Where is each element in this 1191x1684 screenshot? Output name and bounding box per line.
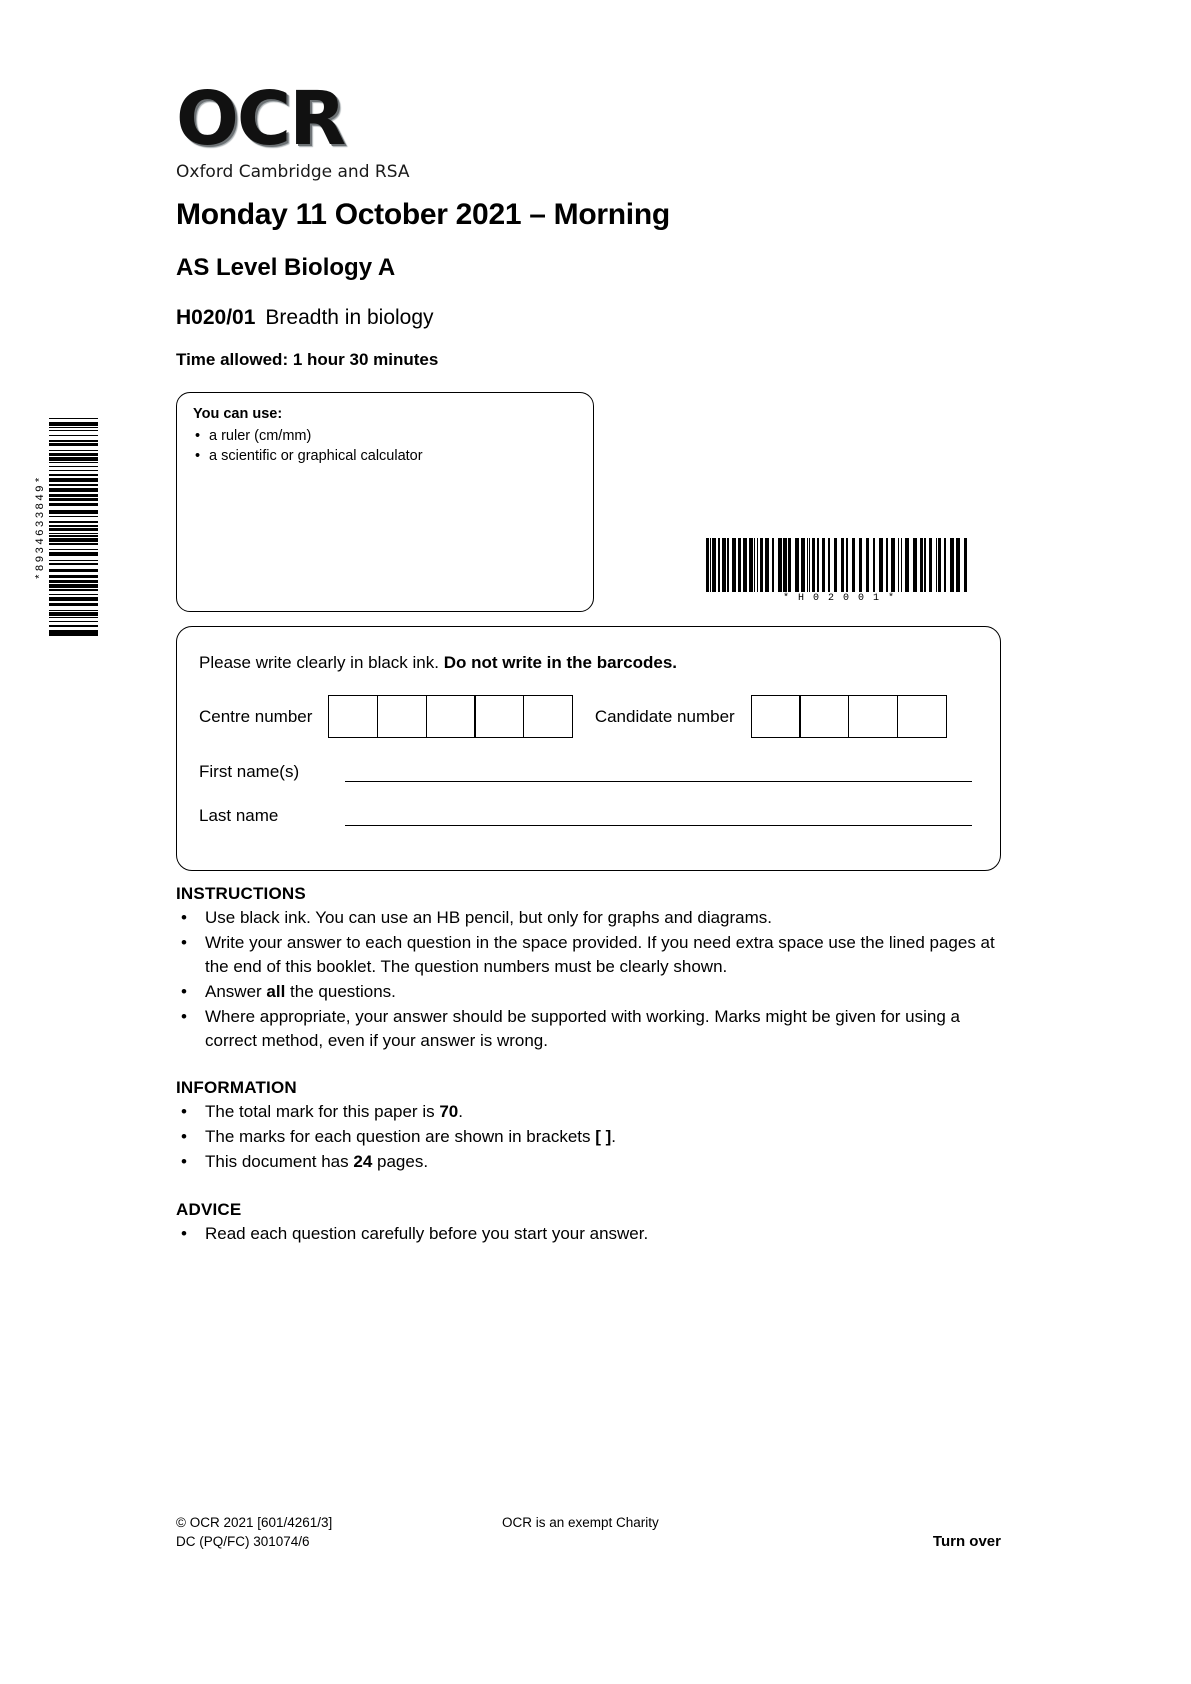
footer-doc-ref: DC (PQ/FC) 301074/6 bbox=[176, 1534, 310, 1549]
instructions-section bbox=[176, 884, 1016, 1054]
first-name-input[interactable] bbox=[345, 762, 972, 782]
list-item-text: The total mark for this paper is bbox=[205, 1102, 440, 1121]
paper-code: H020/01 bbox=[176, 306, 256, 329]
vertical-barcode-bars bbox=[49, 418, 98, 636]
footer-copyright-block bbox=[176, 1513, 476, 1551]
centre-number-label: Centre number bbox=[199, 706, 313, 726]
character-cell[interactable] bbox=[751, 695, 801, 738]
first-name-row bbox=[199, 762, 978, 782]
list-item-emphasis: 24 bbox=[353, 1152, 373, 1171]
list-item-emphasis: all bbox=[266, 982, 286, 1001]
list-item bbox=[176, 1150, 1016, 1174]
list-item bbox=[176, 1222, 1016, 1246]
character-cell[interactable] bbox=[799, 695, 849, 738]
horizontal-barcode-bars bbox=[706, 538, 972, 592]
candidate-number-input[interactable] bbox=[751, 695, 947, 738]
paper-code-row bbox=[176, 306, 434, 330]
instructions-list bbox=[176, 906, 1016, 1053]
list-item bbox=[176, 1005, 1016, 1053]
candidate-notice-bold: Do not write in the barcodes. bbox=[443, 653, 678, 672]
information-heading: INFORMATION bbox=[176, 1078, 297, 1097]
list-item-text: Use black ink. You can use an HB pencil, but only for graphs and diagrams. bbox=[205, 908, 773, 927]
advice-section bbox=[176, 1200, 1016, 1247]
candidate-notice bbox=[199, 653, 978, 673]
materials-list-item: • a ruler (cm/mm) bbox=[193, 426, 577, 446]
materials-box bbox=[176, 392, 594, 612]
information-list bbox=[176, 1100, 1016, 1174]
vertical-barcode-text: *8934633849* bbox=[35, 474, 47, 580]
candidate-notice-plain: Please write clearly in black ink. bbox=[199, 653, 444, 672]
list-item bbox=[176, 980, 1016, 1004]
list-item-text-tail: the questions. bbox=[285, 982, 396, 1001]
footer-copyright: © OCR 2021 [601/4261/3] bbox=[176, 1515, 333, 1530]
materials-heading: You can use: bbox=[193, 406, 283, 422]
exam-date: Monday 11 October 2021 – Morning bbox=[176, 198, 670, 231]
horizontal-barcode-text: *H02001* bbox=[782, 593, 903, 604]
candidate-number-label: Candidate number bbox=[594, 706, 735, 726]
materials-list bbox=[193, 426, 577, 466]
list-item bbox=[176, 931, 1016, 979]
ocr-strapline: Oxford Cambridge and RSA bbox=[176, 162, 410, 182]
paper-title: Breadth in biology bbox=[265, 306, 434, 329]
time-allowed: Time allowed: 1 hour 30 minutes bbox=[176, 350, 439, 369]
footer-charity-note: OCR is an exempt Charity bbox=[502, 1515, 659, 1530]
qualification-title: AS Level Biology A bbox=[176, 254, 396, 281]
turn-over-label: Turn over bbox=[932, 1533, 1001, 1550]
advice-heading: ADVICE bbox=[176, 1200, 242, 1219]
vertical-barcode bbox=[34, 418, 98, 636]
last-name-row bbox=[199, 806, 978, 826]
character-cell[interactable] bbox=[897, 695, 947, 738]
list-item-text: Where appropriate, your answer should be supported with working. Marks might be given for using a correct method, even if your answer is wrong. bbox=[205, 1007, 960, 1050]
character-cell[interactable] bbox=[474, 695, 524, 738]
information-section bbox=[176, 1078, 1016, 1175]
centre-number-input[interactable] bbox=[328, 695, 572, 738]
list-item-text-tail: . bbox=[458, 1102, 463, 1121]
list-item-text: Read each question carefully before you start your answer. bbox=[205, 1224, 649, 1243]
list-item-text: This document has bbox=[205, 1152, 354, 1171]
list-item bbox=[176, 906, 1016, 930]
last-name-input[interactable] bbox=[345, 806, 972, 826]
advice-list bbox=[176, 1222, 1016, 1246]
list-item-emphasis: 70 bbox=[439, 1102, 459, 1121]
list-item-emphasis: [ ] bbox=[595, 1127, 612, 1146]
character-cell[interactable] bbox=[848, 695, 898, 738]
character-cell[interactable] bbox=[377, 695, 427, 738]
first-name-label: First name(s) bbox=[199, 762, 300, 781]
character-cell[interactable] bbox=[426, 695, 476, 738]
ocr-logo bbox=[176, 76, 596, 182]
list-item-text: Write your answer to each question in the space provided. If you need extra space use the lined pages at the end of this booklet. The question numbers must be clearly shown. bbox=[205, 933, 995, 976]
page-footer bbox=[176, 1513, 1001, 1551]
character-cell[interactable] bbox=[523, 695, 573, 738]
list-item-text: Answer bbox=[205, 982, 267, 1001]
materials-list-item: • a scientific or graphical calculator bbox=[193, 446, 577, 466]
list-item-text-tail: . bbox=[611, 1127, 617, 1146]
list-item bbox=[176, 1125, 1016, 1149]
candidate-details-box bbox=[176, 626, 1001, 871]
list-item-text-tail: pages. bbox=[372, 1152, 429, 1171]
last-name-label: Last name bbox=[199, 806, 279, 825]
list-item bbox=[176, 1100, 1016, 1124]
number-entry-row bbox=[199, 695, 978, 738]
horizontal-barcode bbox=[706, 538, 972, 604]
list-item-text: The marks for each question are shown in brackets bbox=[205, 1127, 596, 1146]
instructions-heading: INSTRUCTIONS bbox=[176, 884, 306, 903]
ocr-wordmark: OCR bbox=[176, 76, 345, 162]
character-cell[interactable] bbox=[328, 695, 378, 738]
